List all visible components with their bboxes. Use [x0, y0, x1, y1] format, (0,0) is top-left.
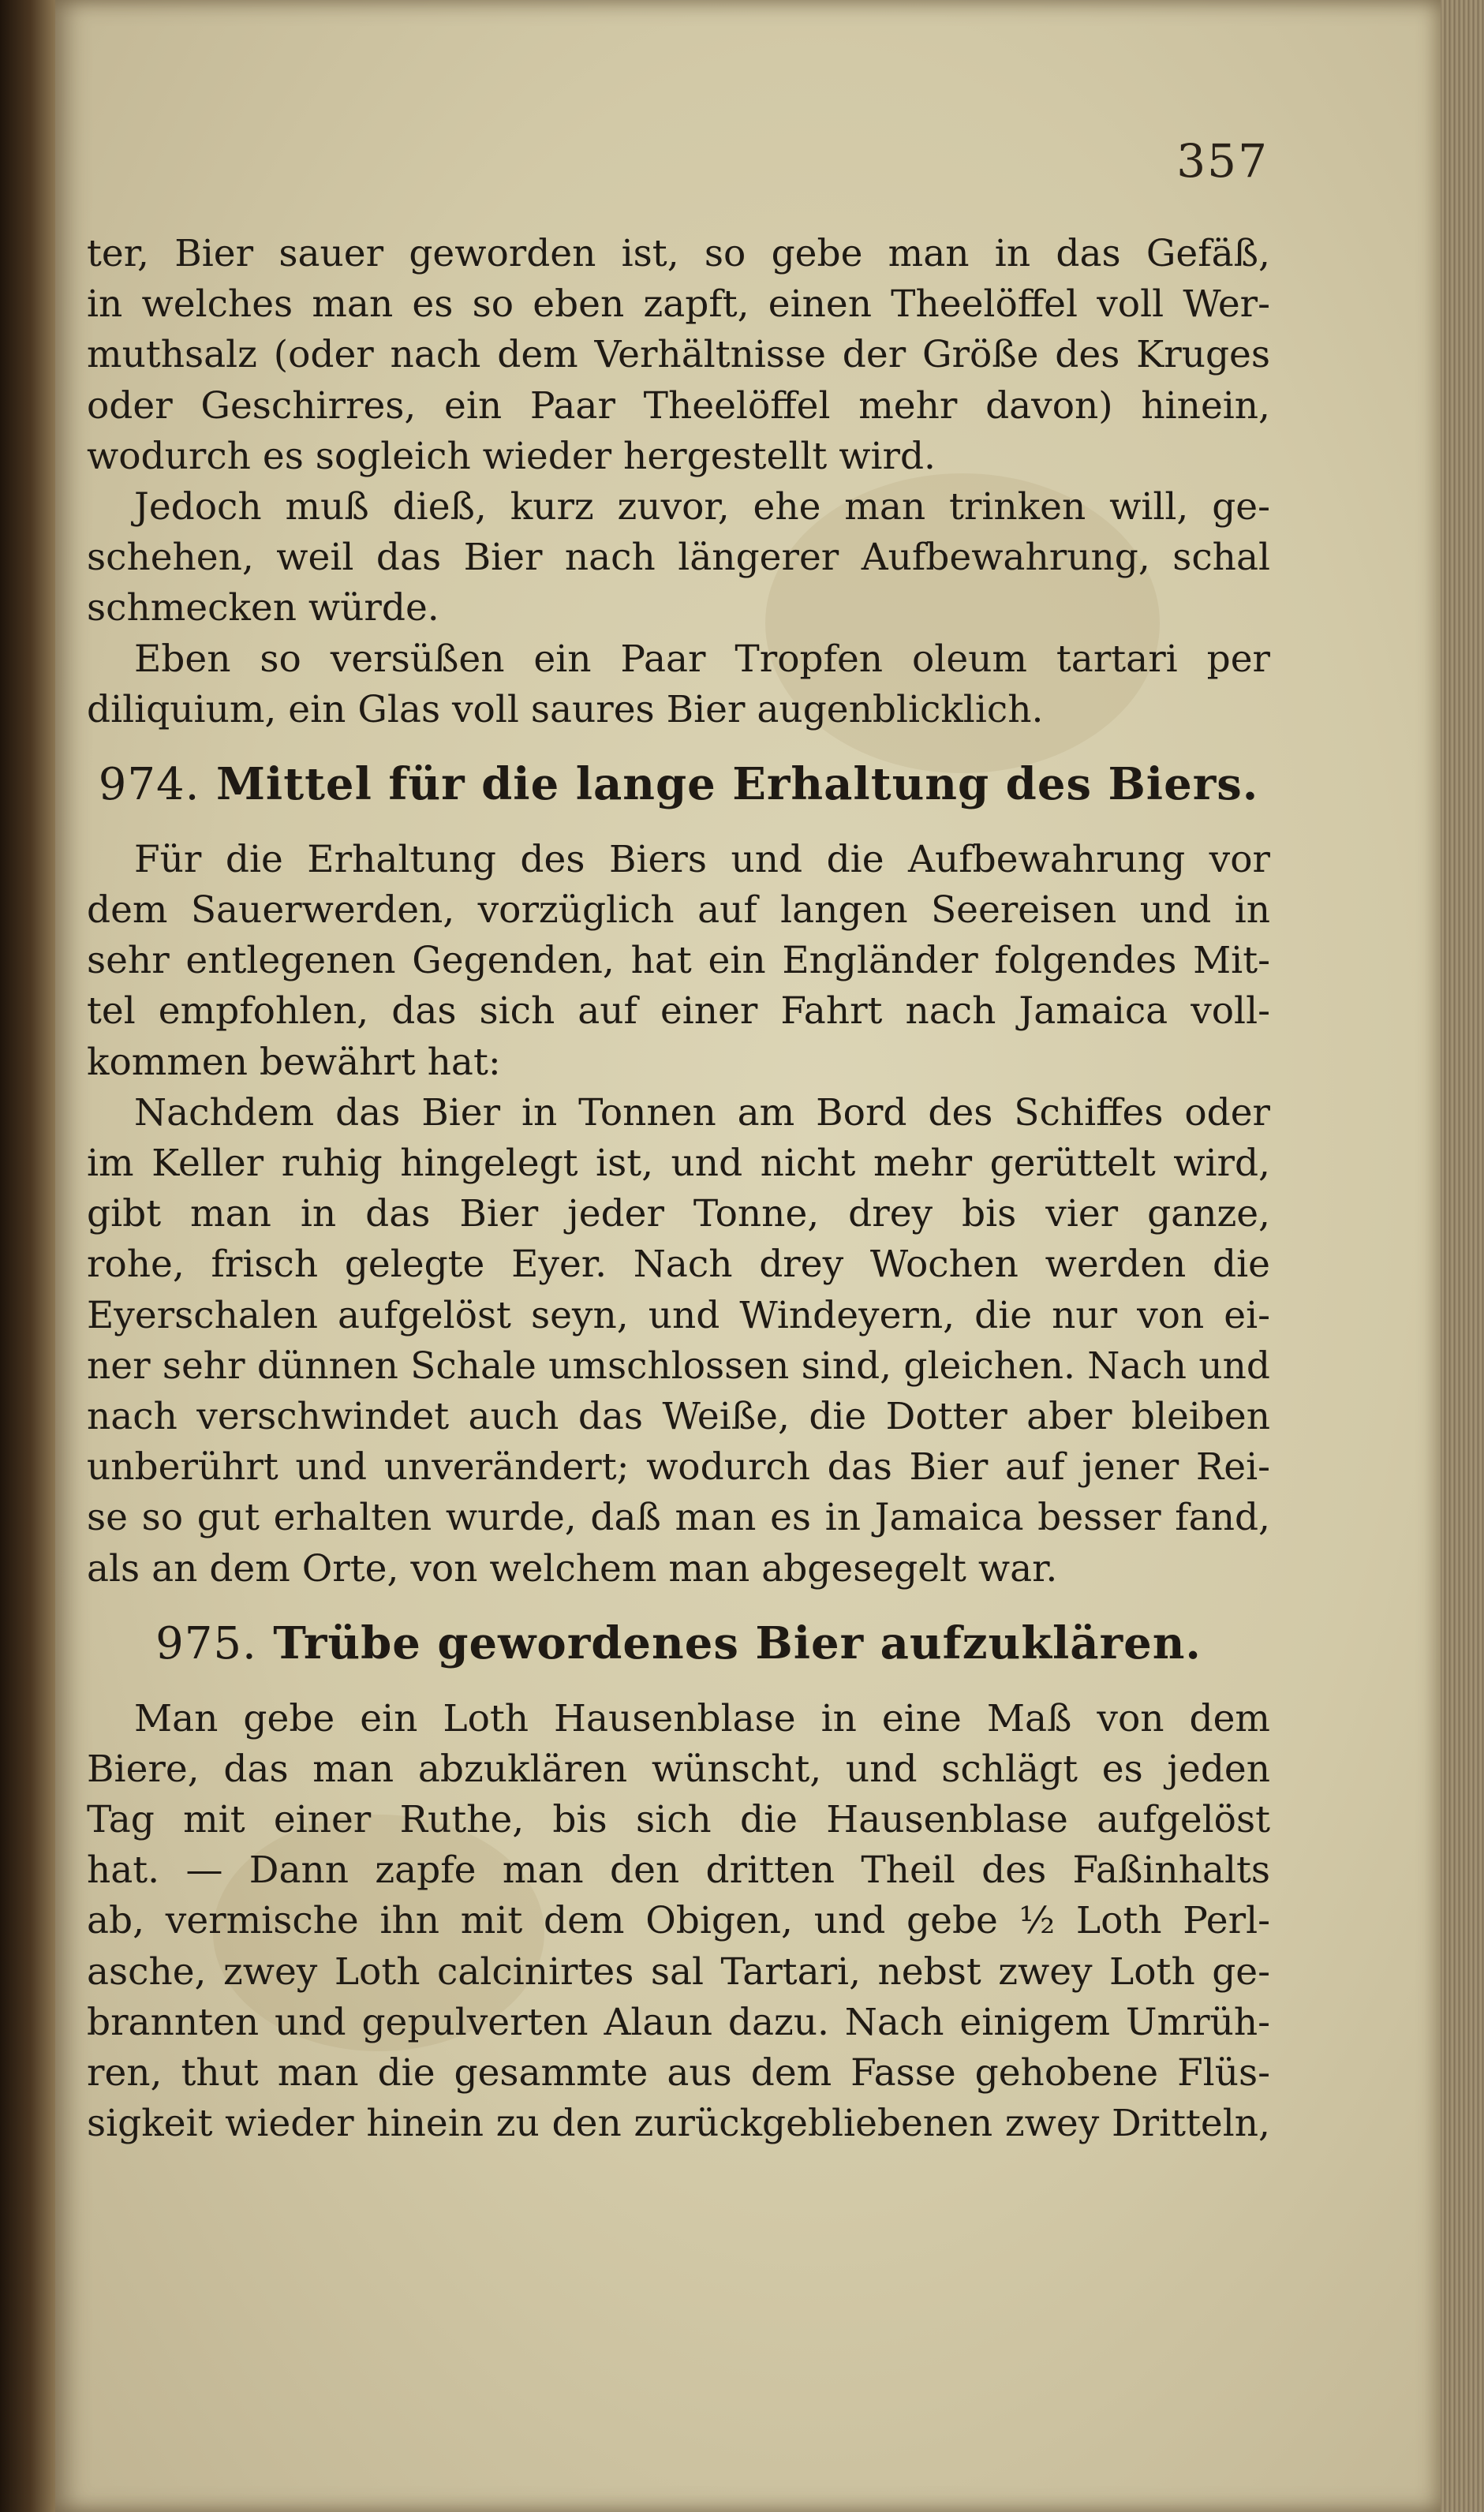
paragraph-4	[87, 835, 1270, 1088]
text-line: unberührt und unverändert; wodurch das Bier auf jener Rei-	[87, 1445, 1270, 1490]
text-line: Jedoch muß dieß, kurz zuvor, ehe man trinken will, ge-	[134, 484, 1270, 529]
text-line: muthsalz (oder nach dem Verhältnisse der Größe des Kruges	[87, 333, 1270, 377]
text-line: oder Geschirres, ein Paar Theelöffel mehr davon) hinein,	[87, 383, 1270, 428]
paragraph-1	[87, 229, 1270, 482]
section-heading-974	[87, 745, 1270, 824]
text-line: tel empfohlen, das sich auf einer Fahrt nach Jamaica voll-	[87, 989, 1270, 1034]
text-line: hat. — Dann zapfe man den dritten Theil des Faßinhalts	[87, 1848, 1270, 1893]
book-gutter	[0, 0, 55, 2512]
text-line: schehen, weil das Bier nach längerer Aufbewahrung, schal	[87, 536, 1270, 580]
paragraph-5	[87, 1088, 1270, 1594]
paragraph-3	[87, 634, 1270, 735]
text-line: diliquium, ein Glas voll saures Bier augenblicklich.	[87, 687, 1044, 731]
text-line: im Keller ruhig hingelegt ist, und nicht mehr gerüttelt wird,	[87, 1142, 1270, 1185]
text-line: wodurch es sogleich wieder hergestellt wird.	[87, 434, 936, 478]
text-line: schmecken würde.	[87, 586, 439, 630]
text-line: als an dem Orte, von welchem man abgesegelt war.	[87, 1546, 1058, 1591]
text-line: Nachdem das Bier in Tonnen am Bord des Schiffes oder	[134, 1090, 1270, 1135]
page-edges	[1441, 0, 1484, 2512]
text-line: kommen bewährt hat:	[87, 1040, 501, 1084]
text-line: ren, thut man die gesammte aus dem Fasse gehobene Flüs-	[87, 2051, 1270, 2095]
text-line: Man gebe ein Loth Hausenblase in eine Maß von dem	[134, 1696, 1270, 1740]
text-line: brannten und gepulverten Alaun dazu. Nach einigem Umrüh-	[87, 2000, 1270, 2044]
section-title: Mittel für die lange Erhaltung des Biers.	[215, 757, 1259, 810]
section-number: 974.	[98, 758, 200, 810]
page-number: 357	[1176, 134, 1269, 188]
text-line: Eyerschalen aufgelöst seyn, und Windeyern, die nur von ei-	[87, 1293, 1270, 1337]
text-line: sehr entlegenen Gegenden, hat ein Engländer folgendes Mit-	[87, 939, 1270, 983]
text-line: Tag mit einer Ruthe, bis sich die Hausenblase aufgelöst	[87, 1798, 1270, 1842]
section-heading-975	[87, 1604, 1270, 1683]
text-line: nach verschwindet auch das Weiße, die Dotter aber bleiben	[87, 1394, 1270, 1438]
text-line: Eben so versüßen ein Paar Tropfen oleum tartari per	[134, 637, 1270, 681]
paragraph-2	[87, 482, 1270, 634]
text-line: Biere, das man abzuklären wünscht, und schlägt es jeden	[87, 1747, 1270, 1791]
text-line: in welches man es so eben zapft, einen Theelöffel voll Wer-	[87, 282, 1270, 327]
text-line: sigkeit wieder hinein zu den zurückgebliebenen zwey Dritteln,	[87, 2102, 1270, 2146]
section-number: 975.	[155, 1617, 257, 1669]
text-line: dem Sauerwerden, vorzüglich auf langen Seereisen und in	[87, 888, 1270, 933]
text-body	[87, 229, 1270, 2149]
text-line: asche, zwey Loth calcinirtes sal Tartari, nebst zwey Loth ge-	[87, 1949, 1270, 1994]
paragraph-6	[87, 1694, 1270, 2150]
text-line: ter, Bier sauer geworden ist, so gebe man in das Gefäß,	[87, 232, 1270, 275]
text-line: ner sehr dünnen Schale umschlossen sind, gleichen. Nach und	[87, 1344, 1270, 1388]
text-line: se so gut erhalten wurde, daß man es in Jamaica besser fand,	[87, 1496, 1270, 1540]
text-line: rohe, frisch gelegte Eyer. Nach drey Wochen werden die	[87, 1243, 1270, 1287]
text-line: ab, vermische ihn mit dem Obigen, und gebe ½ Loth Perl-	[87, 1899, 1270, 1943]
text-line: gibt man in das Bier jeder Tonne, drey bis vier ganze,	[87, 1192, 1270, 1236]
text-line: Für die Erhaltung des Biers und die Aufbewahrung vor	[134, 837, 1270, 881]
section-title: Trübe gewordenes Bier aufzuklären.	[273, 1617, 1202, 1669]
